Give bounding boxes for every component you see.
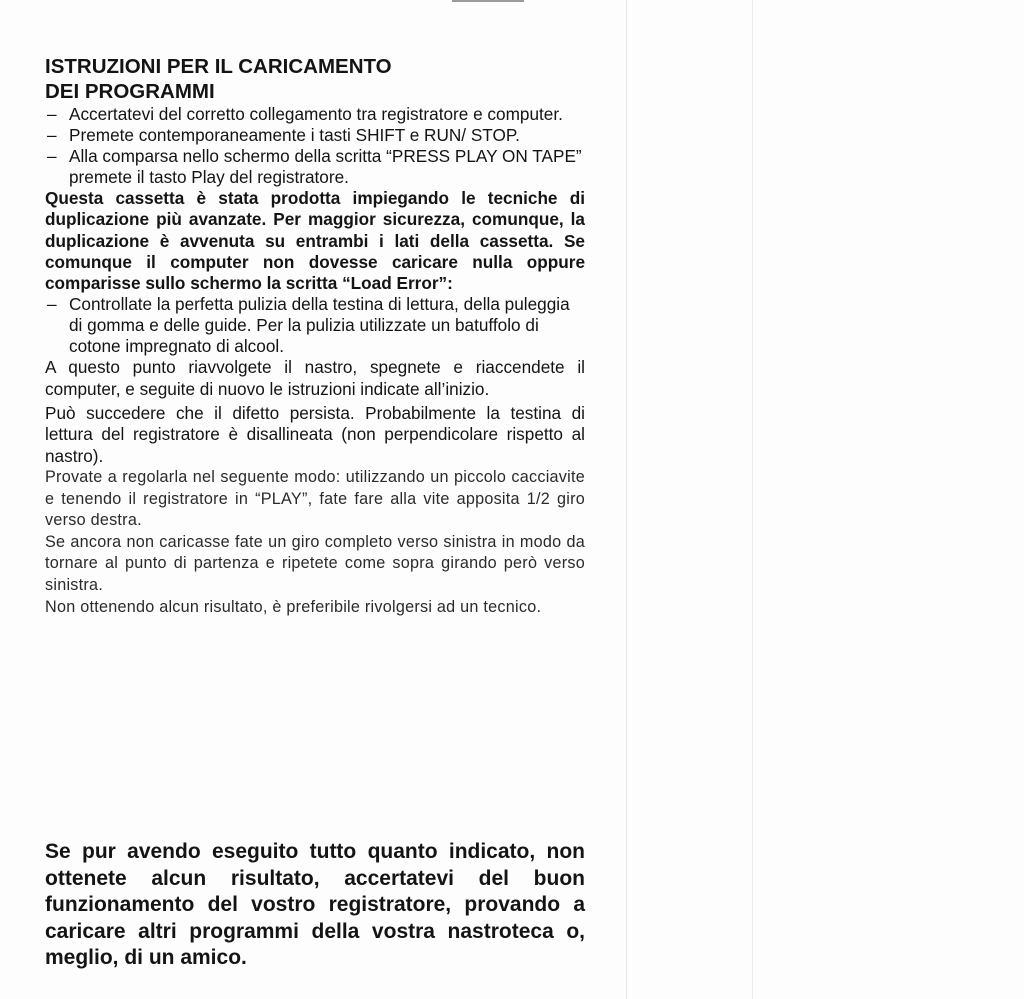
step-text: Controllate la perfetta pulizia della testina di lettura, della puleggia di gomma e delle guide. Per la pulizia utilizzate un batuffolo di cotone impregnato di alcool. bbox=[69, 294, 570, 357]
list-item bbox=[45, 294, 585, 357]
scan-top-mark bbox=[452, 0, 524, 2]
closing-note: Se pur avendo eseguito tutto quanto indicato, non ottenete alcun risultato, accertatevi del buon funzionamento del vostro registratore, provando a caricare altri programmi della vostra nastroteca o, meglio, di un amico. bbox=[45, 840, 585, 969]
defect-paragraph: Può succedere che il difetto persista. Probabilmente la testina di lettura del registratore è disallineata (non perpendicolare rispetto al nastro). bbox=[45, 403, 585, 466]
step-text: Premete contemporaneamente i tasti SHIFT e RUN/ STOP. bbox=[69, 125, 520, 145]
fold-line bbox=[752, 0, 753, 999]
title-line-1: ISTRUZIONI PER IL CARICAMENTO bbox=[45, 55, 392, 78]
list-item bbox=[45, 104, 585, 125]
loading-steps-list bbox=[45, 104, 585, 188]
technician-paragraph: Non ottenendo alcun risultato, è preferibile rivolgersi ad un tecnico. bbox=[45, 597, 542, 616]
rewind-paragraph: A questo punto riavvolgete il nastro, spegnete e riaccendete il computer, e seguite di nuovo le istruzioni indicate all’inizio. bbox=[45, 357, 585, 399]
retry-paragraph: Se ancora non caricasse fate un giro completo verso sinistra in modo da tornare al punto di partenza e ripetete come sopra girando però verso sinistra. bbox=[45, 532, 585, 594]
step-text: Accertatevi del corretto collegamento tra registratore e computer. bbox=[69, 104, 563, 124]
adjust-paragraph: Provate a regolarla nel seguente modo: utilizzando un piccolo cacciavite e tenendo il registratore in “PLAY”, fate fare alla vite apposita 1/2 giro verso destra. bbox=[45, 467, 585, 530]
page-title bbox=[45, 54, 585, 104]
fold-line bbox=[626, 0, 627, 999]
dash-marker: – bbox=[47, 294, 57, 315]
step-text: Alla comparsa nello schermo della scritta “PRESS PLAY ON TAPE” premete il tasto Play del registratore. bbox=[69, 146, 582, 187]
dash-marker: – bbox=[47, 146, 57, 166]
list-item bbox=[45, 125, 585, 146]
cleaning-steps-list bbox=[45, 294, 585, 357]
list-item bbox=[45, 146, 585, 188]
instructions-column bbox=[45, 54, 585, 618]
dash-marker: – bbox=[47, 104, 57, 124]
title-line-2: DEI PROGRAMMI bbox=[45, 80, 215, 103]
dash-marker: – bbox=[47, 125, 57, 145]
duplication-warning: Questa cassetta è stata prodotta impiegando le tecniche di duplicazione più avanzate. Per maggior sicurezza, comunque, la duplicazione è avvenuta su entrambi i lati della cassetta. Se comunque il computer non dovesse caricare nulla oppure comparisse sullo schermo la scritta “Load Error”: bbox=[45, 188, 585, 294]
